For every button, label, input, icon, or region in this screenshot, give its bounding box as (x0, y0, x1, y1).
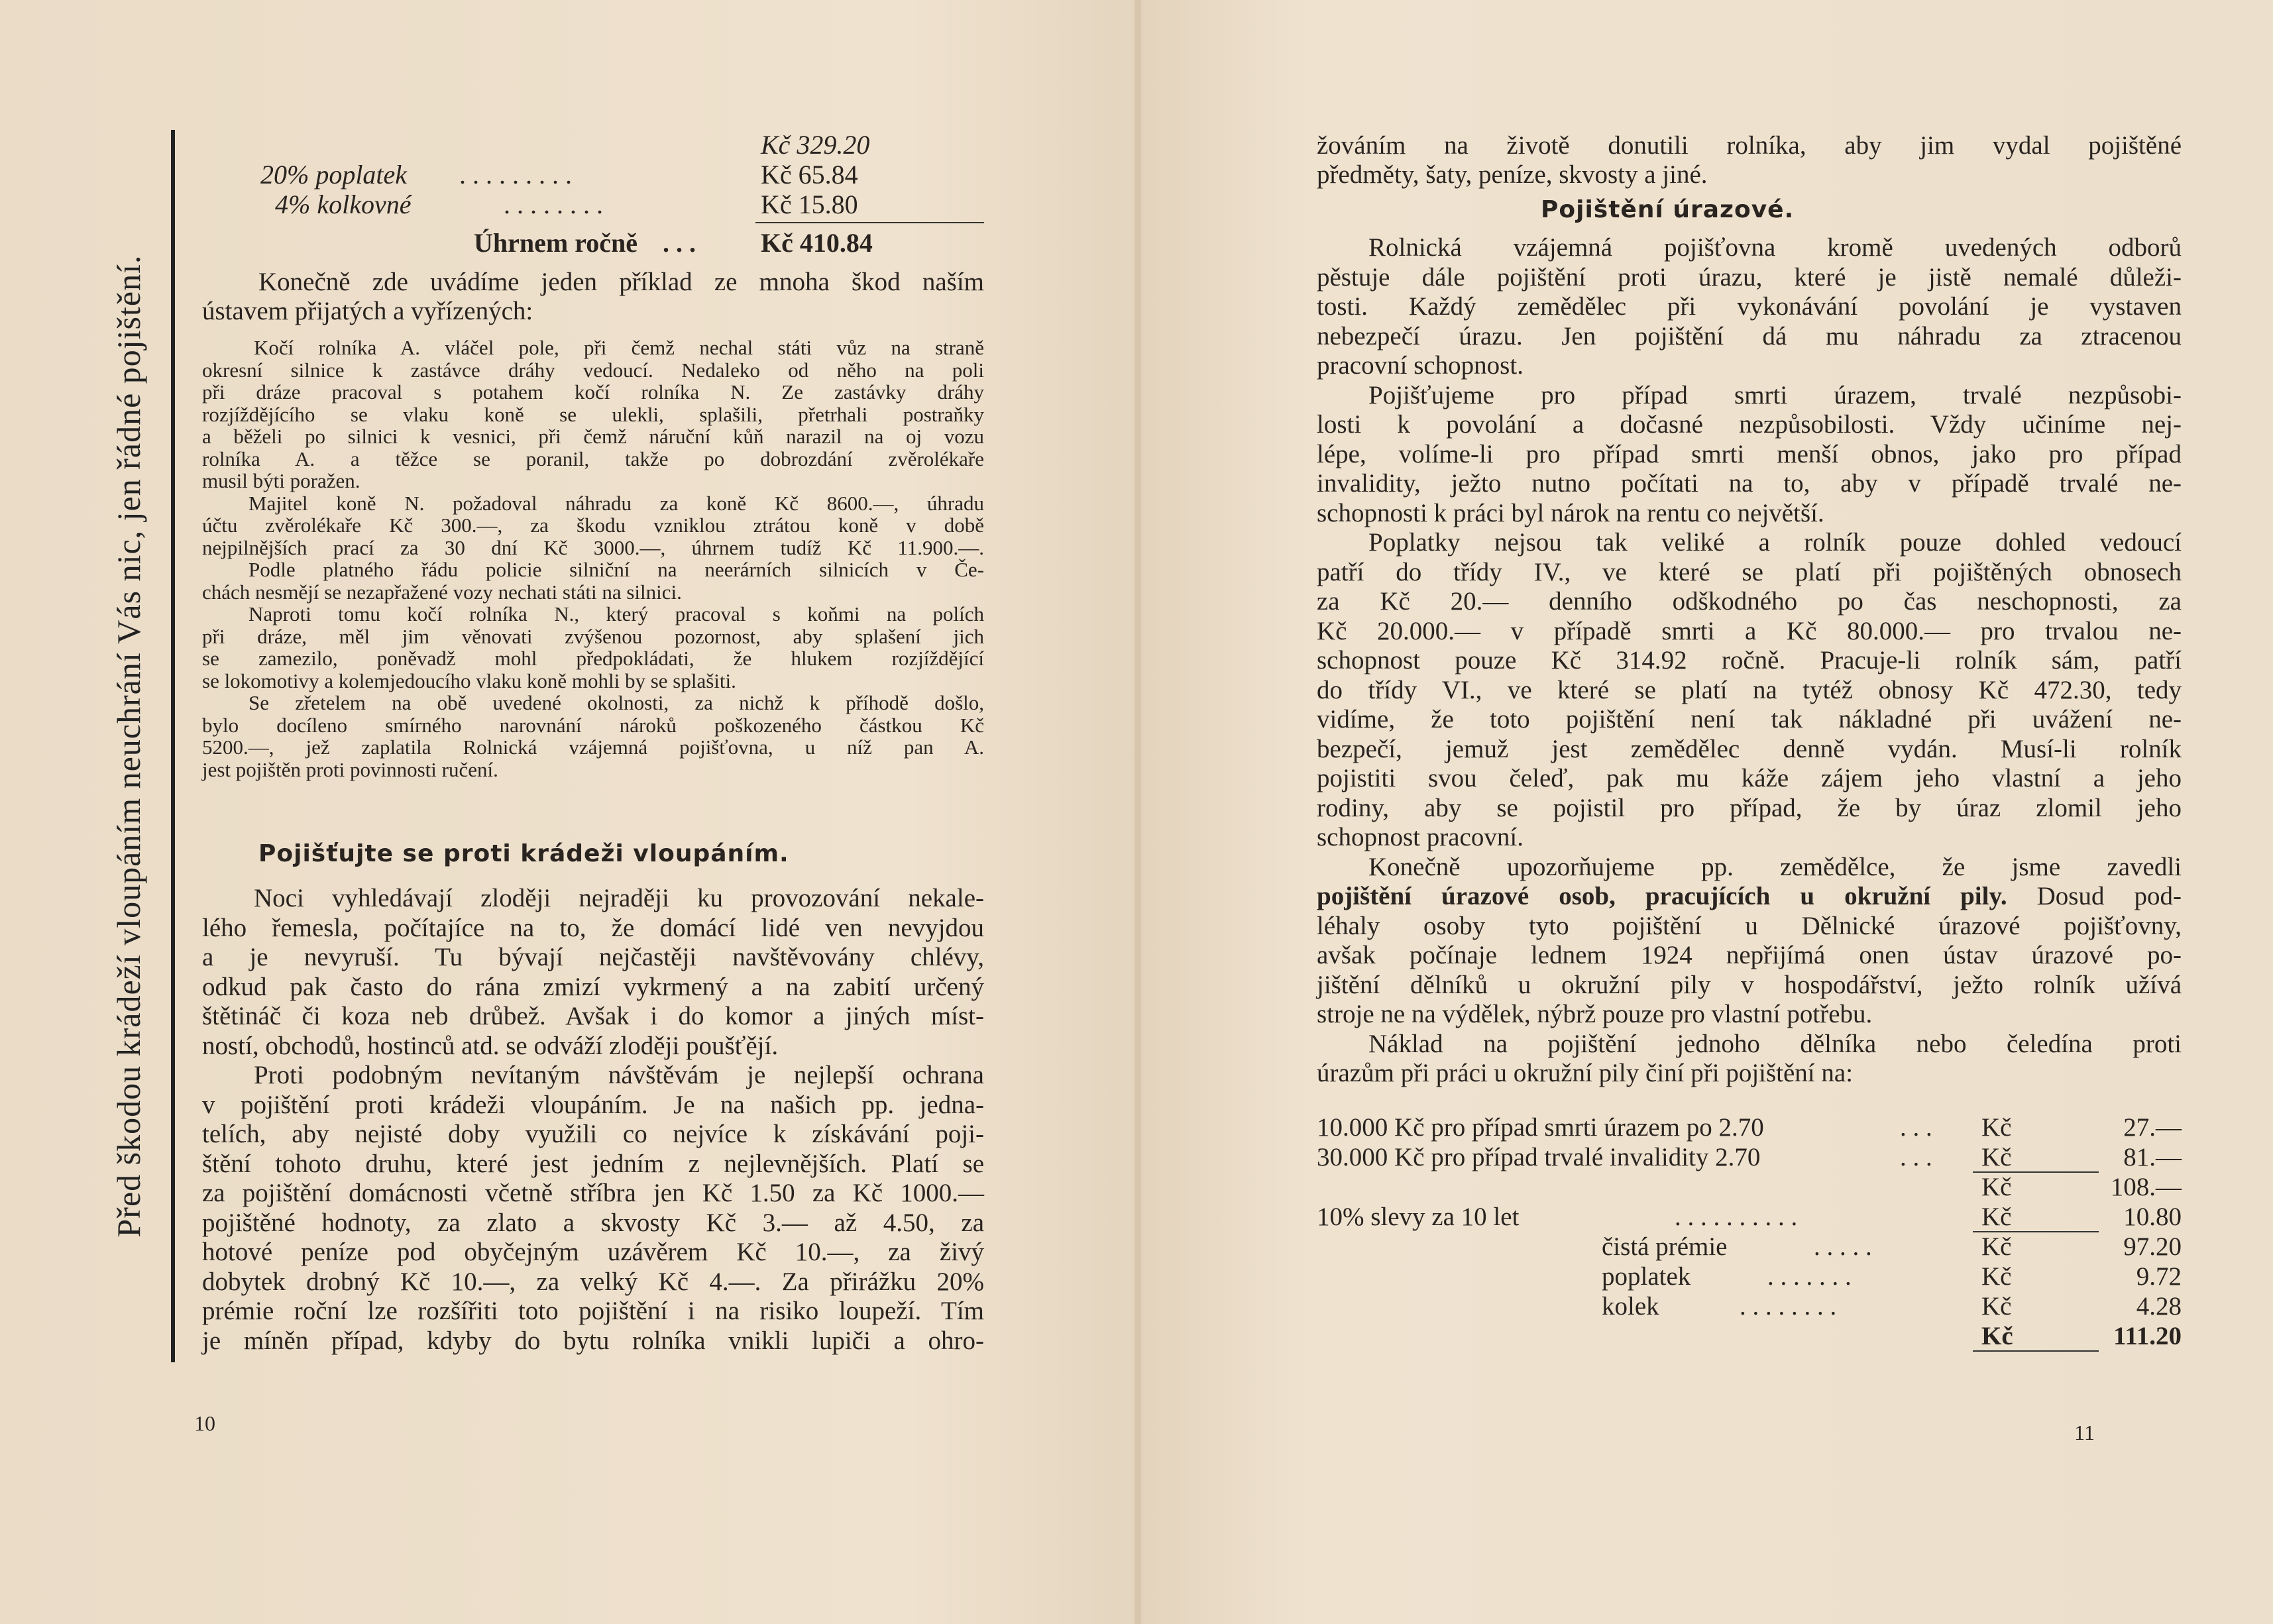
text-line: musil býti poražen. (202, 469, 360, 492)
text-line: Noci vyhledávají zloději nejraději ku provozování nekale- (254, 884, 984, 912)
text-line: tosti. Každý zemědělec při vykonávání povolání je vystaven (1317, 292, 2182, 321)
text-line: pěstuje dále pojištění proti úrazu, které je jistě nemalé důleži- (1317, 262, 2182, 292)
text-line: rozjíždějícího se vlaku koně se ulekli, splašili, přetrhali postraňky (202, 402, 984, 426)
text-line: Majitel koně N. požadoval náhradu za koně Kč 8600.—, úhradu (249, 491, 984, 515)
book-gutter (1135, 0, 1141, 1624)
text-line (1317, 853, 2182, 883)
text-line: pojištěné hodnoty, za zlato a skvosty Kč 3.— až 4.50, za (202, 1208, 984, 1237)
text-line: při dráze pracoval s potahem kočí rolníka N. Ze zastávky dráhy (202, 380, 984, 404)
text-span: Konečně upozorňujeme pp. zemědělce, že jsme zavedli (1368, 852, 2182, 881)
calc-label: poplatek (1602, 1262, 1691, 1291)
text-line: Konečně zde uvádíme jeden příklad ze mnoha škod naším (258, 268, 984, 296)
text-line: ústavem přijatých a vyřízených: (202, 297, 533, 325)
fee-dots: . . . (663, 228, 696, 258)
fee-label: 20% poplatek (260, 160, 408, 189)
text-line: patří do třídy IV., ve které se platí při pojištěných obnosech (1317, 557, 2182, 586)
calc-amount: 10.80 (2123, 1203, 2182, 1231)
sidebar-slogan: Před škodou krádeží vloupáním neuchrání Vás nic, jen řádné pojištění. (110, 254, 147, 1238)
calc-currency: Kč (1981, 1143, 2012, 1171)
text-line: Podle platného řádu policie silniční na neerárních silnicích v Če- (249, 558, 984, 581)
text-line: se zamezilo, poněvadž mohl předpokládati, že hlukem rozjíždějící (202, 647, 984, 670)
text-line: schopnost pouze Kč 314.92 ročně. Pracuje-li rolník sám, patří (1317, 646, 2182, 675)
text-line: rolníka A. a těžce se poranil, takže po dobrozdání zvěrolékaře (202, 447, 984, 470)
text-line: schopnosti k práci byl nárok na rentu co největší. (1317, 498, 1824, 527)
fee-total-row (474, 227, 885, 258)
fee-total-rule (755, 222, 984, 223)
calc-label: 10.000 Kč pro případ smrti úrazem po 2.70 (1317, 1113, 1764, 1142)
text-line: chách nesmějí se nezapřažené vozy nechati státi na silnici. (202, 580, 682, 604)
text-line: při dráze, měl jim věnovati zvýšenou pozornost, aby splašení jich (202, 624, 984, 648)
text-line: bezpečí, jemuž jest zemědělec denně vydán. Musí-li rolník (1317, 734, 2182, 763)
fee-dots: . . . . . . . . . (459, 160, 572, 189)
calc-currency: Kč (1981, 1232, 2012, 1261)
text-line: okresní silnice k zastávce dráhy vedoucí. Nedaleko od něho na poli (202, 358, 984, 382)
fee-row-2 (260, 159, 883, 190)
text-line: předměty, šaty, peníze, skvosty a jiné. (1317, 160, 1708, 189)
text-line: nejpilnějších prací za 30 dní Kč 3000.—, úhrnem tudíž Kč 11.900.—. (202, 535, 984, 559)
fee-row-3 (275, 189, 885, 220)
fee-total-amount: Kč 410.84 (761, 228, 873, 258)
calc-label: 10% slevy za 10 let (1317, 1203, 1520, 1231)
fee-total-label: Úhrnem ročně (474, 228, 638, 258)
section-heading-accident: Pojištění úrazové. (1541, 196, 1795, 223)
calc-label: kolek (1602, 1292, 1659, 1321)
calc-dots: . . . (1900, 1143, 1932, 1171)
text-line: lépe, volíme-li pro případ smrti menší obnos, jako pro případ (1317, 439, 2182, 468)
calc-label: čistá prémie (1602, 1232, 1728, 1261)
bold-text: pojištění úrazové osob, pracujících u okružní pily. (1317, 882, 2007, 910)
text-line: Proti podobným nevítaným návštěvám je nejlepší ochrana (254, 1061, 984, 1089)
text-line: stroje ne na výdělek, nýbrž pouze pro vlastní potřebu. (1317, 1000, 1873, 1028)
text-line: žováním na životě donutili rolníka, aby jim vydal pojištěné (1317, 131, 2182, 160)
calc-total-row (1317, 1322, 2182, 1352)
text-line: rodiny, aby se pojistil pro případ, že by úraz zlomil jeho (1317, 793, 2182, 822)
text-line: jest pojištěn proti povinnosti ručení. (202, 757, 498, 781)
text-line: Kč 20.000.— v případě smrti a Kč 80.000.— pro trvalou ne- (1317, 616, 2182, 645)
text-line: Naproti tomu kočí rolníka N., který pracoval s koňmi na polích (249, 602, 984, 625)
calc-row (1317, 1113, 2182, 1143)
text-line: Se zřetelem na obě uvedené okolnosti, za nichž k příhodě došlo, (249, 691, 984, 714)
text-line: odkud pak často do rána zmizí vykrmený a na zabití určený (202, 972, 984, 1001)
calc-dots: . . . (1900, 1113, 1932, 1142)
text-line: Náklad na pojištění jednoho dělníka nebo čeledína proti (1368, 1029, 2182, 1058)
calc-amount: 108.— (2110, 1173, 2182, 1201)
text-line: úrazům při práci u okružní pily činí při pojištění na: (1317, 1059, 1854, 1087)
fee-label: 4% kolkovné (275, 189, 412, 219)
calc-amount: 27.— (2123, 1113, 2182, 1142)
left-page (0, 0, 1135, 1624)
accident-body (1317, 233, 2182, 1089)
calc-currency: Kč (1981, 1113, 2012, 1142)
text-span: Dosud pod- (2007, 882, 2182, 910)
fee-amount: Kč 65.84 (761, 160, 858, 189)
section-heading-burglary: Pojišťujte se proti krádeži vloupáním. (258, 840, 789, 867)
calc-currency: Kč (1981, 1262, 2012, 1291)
text-line: nebezpečí úrazu. Jen pojištění dá mu náhradu za ztracenou (1317, 321, 2182, 351)
calc-row (1317, 1292, 2182, 1322)
page-number: 10 (194, 1411, 215, 1435)
calc-label: 30.000 Kč pro případ trvalé invalidity 2.70 (1317, 1143, 1761, 1171)
calc-amount: 9.72 (2136, 1262, 2182, 1291)
text-line: Kočí rolníka A. vláčel pole, při čemž nechal státi vůz na straně (254, 336, 984, 359)
text-line: za Kč 20.— denního odškodného po čas neschopnosti, za (1317, 587, 2182, 616)
text-line: lého řemesla, počítajíce na to, že domácí lidé ven nevyjdou (202, 913, 984, 942)
text-line: a běželi po silnici k vesnici, při čemž náruční kůň narazil na oj vozu (202, 425, 984, 448)
text-line: jištění dělníků u okružní pily v hospodářství, ježto rolník užívá (1317, 970, 2182, 999)
premium-calculation (1317, 1113, 2182, 1352)
text-line: ností, obchodů, hostinců atd. se odváží zloději poušťějí. (202, 1031, 779, 1060)
fee-dots: . . . . . . . . (504, 189, 603, 219)
text-line: je míněn případ, kdyby do bytu rolníka vnikli lupiči a ohro- (202, 1326, 984, 1355)
text-line (1317, 882, 2182, 912)
text-line: dobytek drobný Kč 10.—, za velký Kč 4.—. Za přirážku 20% (202, 1267, 984, 1296)
text-line: a je nevyruší. Tu bývají nejčastěji navštěvovány chlévy, (202, 943, 984, 971)
text-line: Poplatky nejsou tak veliké a rolník pouze dohled vedoucí (1368, 528, 2182, 557)
text-line: bylo docíleno smírného narovnání nároků poškozeného částkou Kč (202, 713, 984, 737)
sidebar-rule (171, 130, 175, 1362)
calc-dots: . . . . . . . . . . (1675, 1203, 1798, 1231)
text-line: štění tohoto druhu, které jest jedním z nejlevnějších. Platí se (202, 1149, 984, 1178)
intro-paragraph (202, 268, 984, 326)
text-line: losti k povolání a dočasné nezpůsobilosti. Vždy učiníme nej- (1317, 410, 2182, 439)
calc-amount: 81.— (2123, 1143, 2182, 1171)
text-line: Pojišťujeme pro případ smrti úrazem, trvalé nezpůsobi- (1368, 380, 2182, 409)
calc-currency: Kč (1981, 1173, 2012, 1201)
calc-amount: 4.28 (2136, 1292, 2182, 1321)
text-line: avšak počínaje lednem 1924 nepřijímá onen ústav úrazové po- (1317, 941, 2182, 969)
text-line: pojistiti svou čeleď, pak mu káže zájem jeho vlastní a jeho (1317, 764, 2182, 792)
text-line: v pojištění proti krádeži vloupáním. Je na našich pp. jedna- (202, 1090, 984, 1119)
text-line: invalidity, ježto nutno počítati na to, aby v případě trvalé ne- (1317, 469, 2182, 498)
calc-row (1317, 1262, 2182, 1292)
calc-dots: . . . . . . . . (1740, 1292, 1837, 1321)
text-line: schopnost pracovní. (1317, 823, 1524, 851)
text-line: pracovní schopnost. (1317, 351, 1524, 380)
text-line: Rolnická vzájemná pojišťovna kromě uvedených odborů (1368, 233, 2182, 262)
continued-paragraph (1317, 131, 2182, 189)
fee-amount: Kč 15.80 (761, 189, 858, 219)
calc-currency: Kč (1981, 1203, 2012, 1231)
text-line: účtu zvěrolékaře Kč 300.—, za škodu vzniklou ztrátou koně v době (202, 514, 984, 537)
calc-total-amount: 111.20 (2113, 1322, 2182, 1350)
text-line: prémie roční lze rozšířiti toto pojištění i na risiko loupeží. Tím (202, 1297, 984, 1325)
calc-row (1317, 1203, 2182, 1232)
text-line: štětináč či koza neb drůbež. Avšak i do komor a jiných míst- (202, 1002, 984, 1030)
calc-row (1317, 1232, 2182, 1262)
text-line: telích, aby nejisté doby využili co nejvíce k získávání poji- (202, 1120, 984, 1148)
page-number: 11 (2074, 1421, 2095, 1444)
calc-amount: 97.20 (2123, 1232, 2182, 1261)
calc-dots: . . . . . . . (1767, 1262, 1852, 1291)
fee-row-1 (761, 129, 869, 160)
text-line: se lokomotivy a kolemjedoucího vlaku koně mohli by se splašiti. (202, 669, 736, 692)
calc-currency: Kč (1981, 1322, 2013, 1350)
right-page (1141, 0, 2273, 1624)
calc-currency: Kč (1981, 1292, 2012, 1321)
text-line: 5200.—, jež zaplatila Rolnická vzájemná pojišťovna, u níž pan A. (202, 735, 984, 759)
claim-example (202, 337, 984, 781)
burglary-body (202, 884, 984, 1356)
calc-dots: . . . . . (1814, 1232, 1872, 1261)
calc-row (1317, 1173, 2182, 1203)
text-line: za pojištění domácnosti včetně stříbra jen Kč 1.50 za Kč 1000.— (202, 1179, 984, 1207)
calc-row (1317, 1143, 2182, 1173)
text-line: vidíme, že toto pojištění není tak nákladné při uvážení ne- (1317, 705, 2182, 733)
text-line: léhaly osoby tyto pojištění u Dělnické úrazové pojišťovny, (1317, 911, 2182, 940)
text-line: do třídy VI., ve které se platí na tytéž obnosy Kč 472.30, tedy (1317, 675, 2182, 704)
fee-amount: Kč 329.20 (761, 130, 870, 160)
text-line: hotové peníze pod obyčejným uzávěrem Kč 10.—, za živý (202, 1238, 984, 1266)
